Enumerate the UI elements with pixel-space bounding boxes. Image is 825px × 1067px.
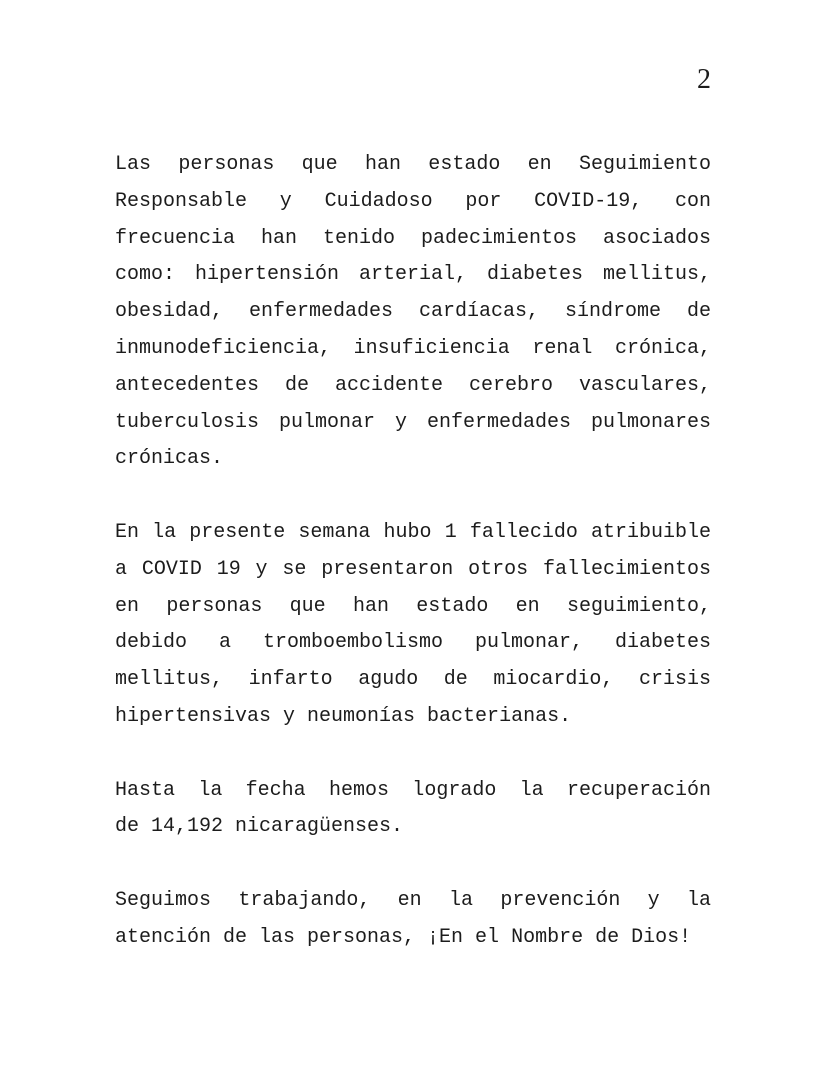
- text-line: tuberculosis pulmonar y enfermedades pulmonares: [115, 410, 711, 434]
- text-line: obesidad, enfermedades cardíacas, síndrome de: [115, 300, 711, 324]
- text-line: Las personas que han estado en Seguimiento: [115, 153, 711, 176]
- text-line: antecedentes de accidente cerebro vasculares,: [115, 373, 711, 397]
- text-line: crónicas.: [115, 447, 224, 471]
- page-number: 2: [697, 64, 711, 95]
- text-line: Seguimos trabajando, en la prevención y la: [115, 888, 711, 912]
- text-line: a COVID 19 y se presentaron otros fallecimientos: [115, 557, 711, 581]
- paragraph: [115, 883, 711, 957]
- text-line: Responsable y Cuidadoso por COVID-19, con: [115, 189, 711, 213]
- text-line: en personas que han estado en seguimiento,: [115, 594, 711, 618]
- paragraph: [115, 773, 711, 847]
- text-line: inmunodeficiencia, insuficiencia renal crónica,: [115, 336, 711, 360]
- text-line: mellitus, infarto agudo de miocardio, crisis: [115, 668, 711, 692]
- paragraph: [115, 515, 711, 736]
- document-body: [115, 147, 711, 957]
- text-line: como: hipertensión arterial, diabetes mellitus,: [115, 263, 711, 287]
- text-line: hipertensivas y neumonías bacterianas.: [115, 704, 572, 728]
- paragraph: [115, 147, 711, 478]
- text-line: atención de las personas, ¡En el Nombre de Dios!: [115, 925, 692, 949]
- text-line: debido a tromboembolismo pulmonar, diabetes: [115, 631, 711, 655]
- text-line: de 14,192 nicaragüenses.: [115, 815, 404, 839]
- text-line: Hasta la fecha hemos logrado la recuperación: [115, 778, 711, 802]
- text-line: En la presente semana hubo 1 fallecido atribuible: [115, 520, 711, 544]
- text-line: frecuencia han tenido padecimientos asociados: [115, 226, 711, 250]
